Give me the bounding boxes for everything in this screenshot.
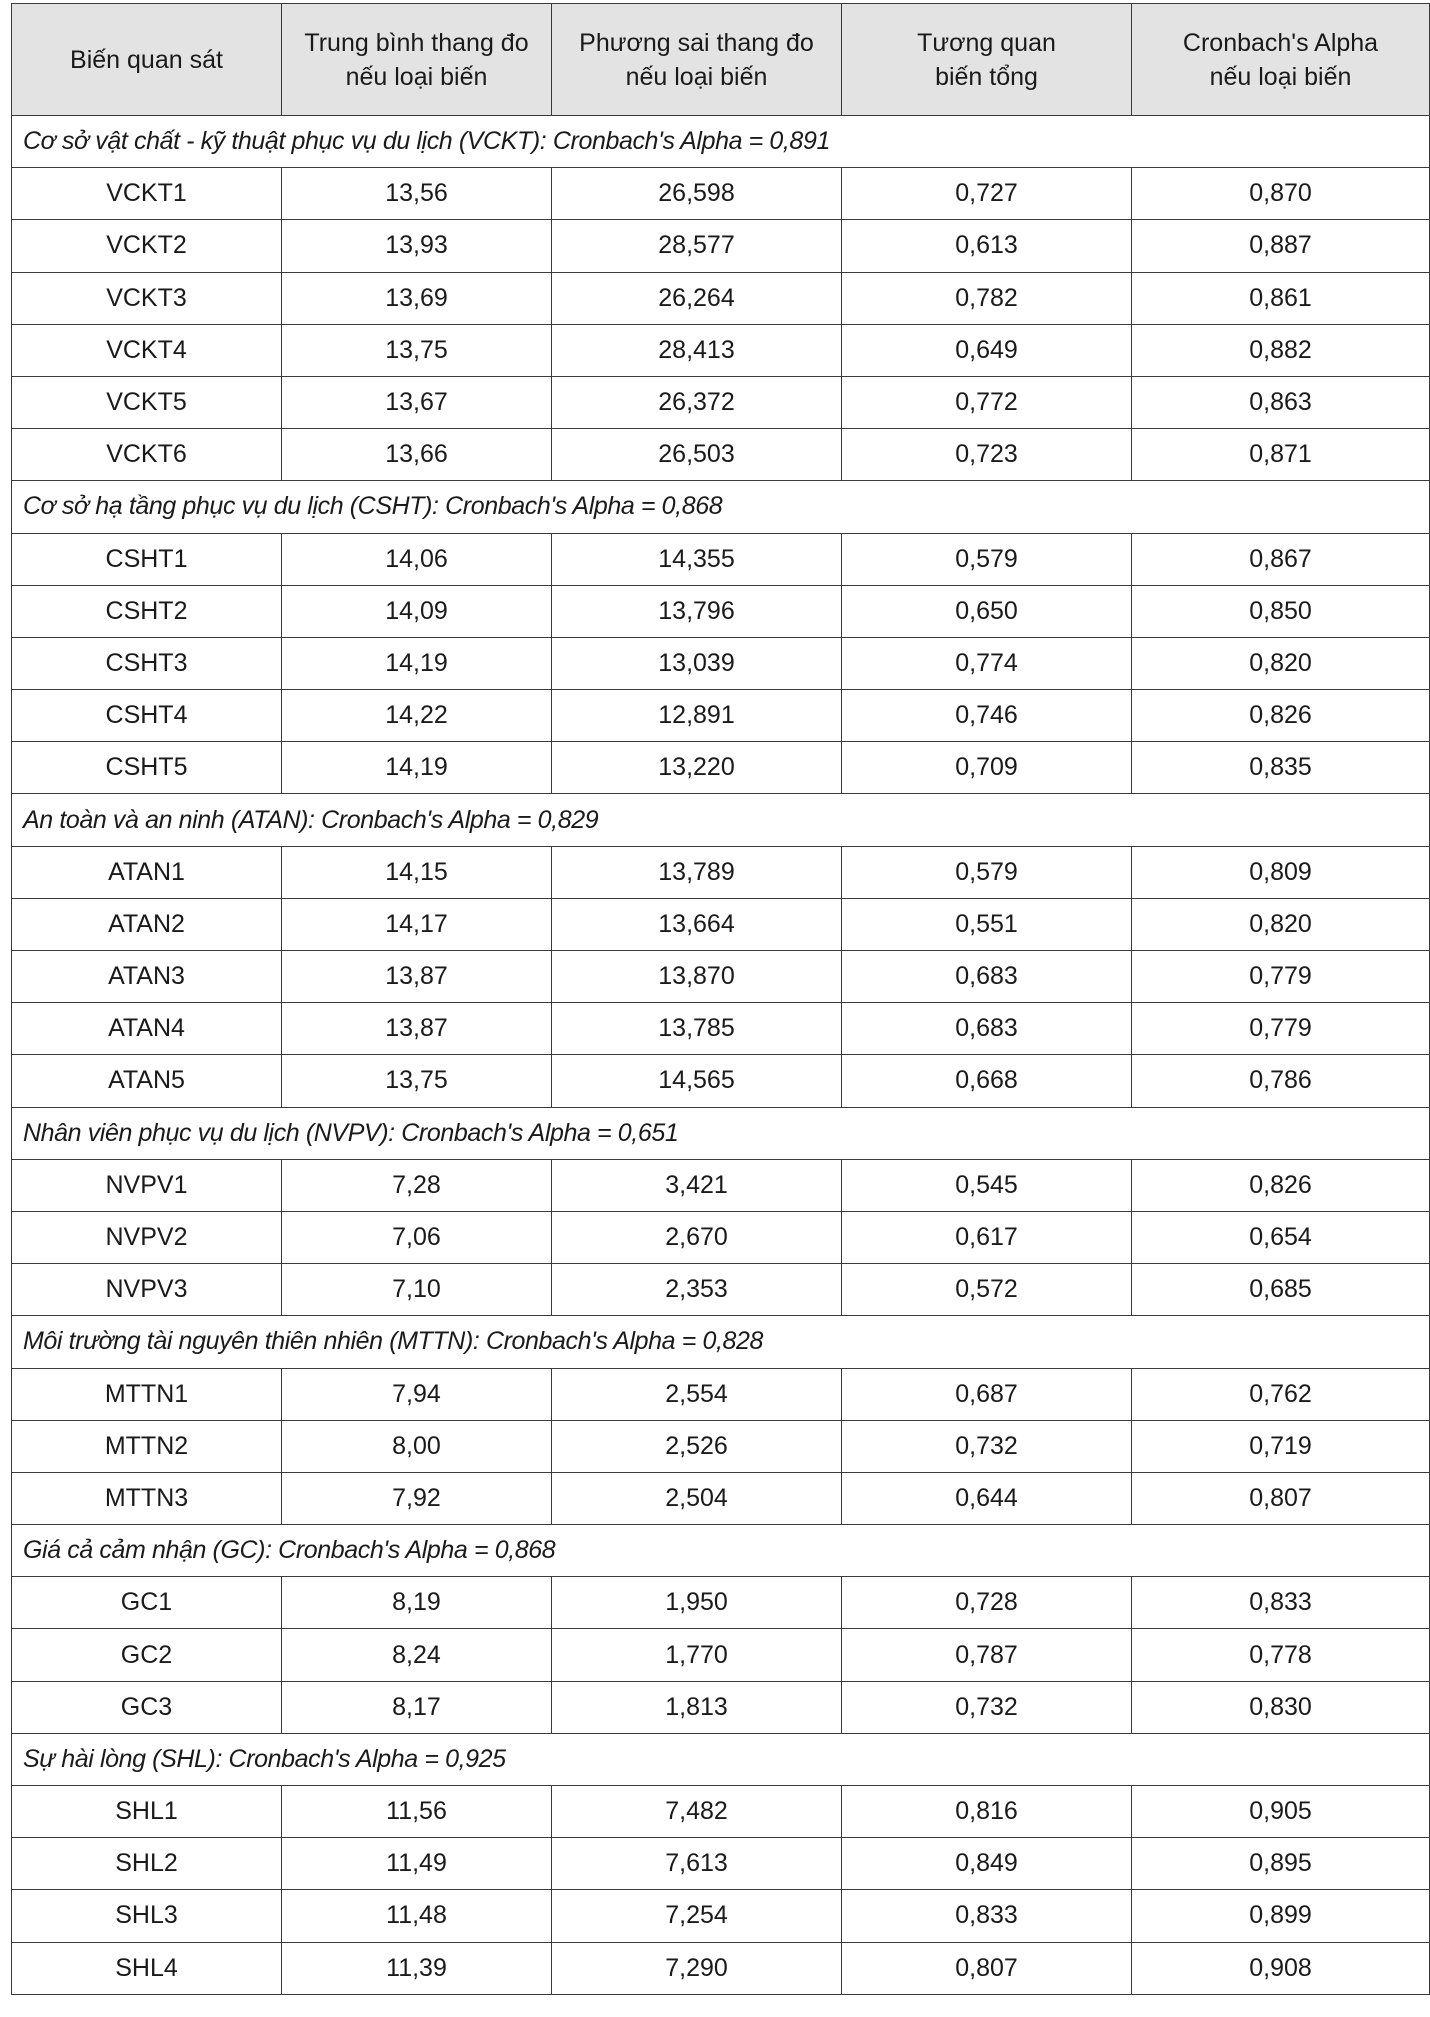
table-row [12,1264,1430,1316]
cell-variable: VCKT1 [12,168,282,220]
cell-variable: ATAN1 [12,846,282,898]
cell-scale-mean: 8,24 [282,1629,552,1681]
cell-item-total-corr: 0,668 [842,1055,1132,1107]
cell-scale-mean: 13,75 [282,1055,552,1107]
cell-scale-variance: 2,504 [552,1472,842,1524]
cell-item-total-corr: 0,833 [842,1890,1132,1942]
cell-scale-mean: 8,19 [282,1577,552,1629]
table-row [12,1890,1430,1942]
cell-scale-variance: 7,613 [552,1838,842,1890]
table-row [12,376,1430,428]
table-row [12,1420,1430,1472]
cell-scale-variance: 14,355 [552,533,842,585]
cell-variable: CSHT4 [12,690,282,742]
cell-variable: CSHT1 [12,533,282,585]
cell-alpha-if-deleted: 0,778 [1132,1629,1430,1681]
cell-scale-variance: 1,950 [552,1577,842,1629]
table-row [12,1629,1430,1681]
cell-variable: NVPV3 [12,1264,282,1316]
group-title: Giá cả cảm nhận (GC): Cronbach's Alpha = 0,868 [12,1525,1430,1577]
table-row [12,1211,1430,1263]
cell-alpha-if-deleted: 0,654 [1132,1211,1430,1263]
cell-item-total-corr: 0,816 [842,1786,1132,1838]
table-row [12,585,1430,637]
cell-scale-mean: 11,39 [282,1942,552,1994]
cell-scale-mean: 8,17 [282,1681,552,1733]
cell-scale-mean: 7,28 [282,1159,552,1211]
cell-variable: VCKT3 [12,272,282,324]
cell-variable: MTTN1 [12,1368,282,1420]
cell-item-total-corr: 0,644 [842,1472,1132,1524]
table-row [12,898,1430,950]
header-alpha-if-deleted: Cronbach's Alpha nếu loại biến [1132,4,1430,116]
cell-scale-mean: 14,09 [282,585,552,637]
cell-item-total-corr: 0,649 [842,324,1132,376]
table-row [12,1159,1430,1211]
group-title: An toàn và an ninh (ATAN): Cronbach's Alpha = 0,829 [12,794,1430,846]
cell-alpha-if-deleted: 0,719 [1132,1420,1430,1472]
cell-alpha-if-deleted: 0,871 [1132,429,1430,481]
cell-item-total-corr: 0,545 [842,1159,1132,1211]
table-row [12,220,1430,272]
cell-item-total-corr: 0,709 [842,742,1132,794]
cell-alpha-if-deleted: 0,882 [1132,324,1430,376]
cell-item-total-corr: 0,687 [842,1368,1132,1420]
cell-alpha-if-deleted: 0,905 [1132,1786,1430,1838]
cell-item-total-corr: 0,579 [842,846,1132,898]
table-row [12,1786,1430,1838]
cell-variable: SHL2 [12,1838,282,1890]
cell-variable: CSHT2 [12,585,282,637]
cell-item-total-corr: 0,732 [842,1681,1132,1733]
cell-alpha-if-deleted: 0,833 [1132,1577,1430,1629]
cell-scale-variance: 1,813 [552,1681,842,1733]
group-header-row [12,1733,1430,1785]
cell-scale-mean: 14,19 [282,637,552,689]
cell-variable: NVPV2 [12,1211,282,1263]
cell-alpha-if-deleted: 0,870 [1132,168,1430,220]
cell-scale-mean: 11,56 [282,1786,552,1838]
cell-alpha-if-deleted: 0,820 [1132,637,1430,689]
header-item-total-correlation: Tương quan biến tổng [842,4,1132,116]
cell-scale-mean: 14,19 [282,742,552,794]
cell-variable: ATAN3 [12,951,282,1003]
group-header-row [12,1525,1430,1577]
cell-item-total-corr: 0,617 [842,1211,1132,1263]
cell-scale-mean: 13,87 [282,1003,552,1055]
cell-scale-mean: 11,49 [282,1838,552,1890]
cell-scale-mean: 14,15 [282,846,552,898]
table-row [12,1942,1430,1994]
cell-variable: VCKT2 [12,220,282,272]
cell-alpha-if-deleted: 0,826 [1132,1159,1430,1211]
cell-variable: MTTN3 [12,1472,282,1524]
cell-scale-variance: 13,664 [552,898,842,950]
cell-variable: GC2 [12,1629,282,1681]
cell-scale-mean: 13,93 [282,220,552,272]
table-row [12,846,1430,898]
cell-scale-variance: 26,503 [552,429,842,481]
cell-scale-variance: 26,598 [552,168,842,220]
cell-scale-mean: 7,10 [282,1264,552,1316]
cell-alpha-if-deleted: 0,685 [1132,1264,1430,1316]
cell-variable: VCKT4 [12,324,282,376]
group-header-row [12,481,1430,533]
cell-variable: VCKT6 [12,429,282,481]
cell-item-total-corr: 0,683 [842,1003,1132,1055]
group-header-row [12,116,1430,168]
cell-item-total-corr: 0,782 [842,272,1132,324]
cell-variable: MTTN2 [12,1420,282,1472]
cell-item-total-corr: 0,572 [842,1264,1132,1316]
table-row [12,1577,1430,1629]
cell-alpha-if-deleted: 0,762 [1132,1368,1430,1420]
cell-scale-variance: 7,482 [552,1786,842,1838]
cell-scale-variance: 14,565 [552,1055,842,1107]
cell-scale-mean: 13,67 [282,376,552,428]
cell-variable: ATAN4 [12,1003,282,1055]
cell-item-total-corr: 0,746 [842,690,1132,742]
cell-alpha-if-deleted: 0,887 [1132,220,1430,272]
cell-item-total-corr: 0,732 [842,1420,1132,1472]
group-title: Nhân viên phục vụ du lịch (NVPV): Cronbach's Alpha = 0,651 [12,1107,1430,1159]
cell-scale-variance: 3,421 [552,1159,842,1211]
cell-scale-variance: 2,670 [552,1211,842,1263]
cell-scale-mean: 13,66 [282,429,552,481]
table-row [12,272,1430,324]
group-title: Cơ sở vật chất - kỹ thuật phục vụ du lịch (VCKT): Cronbach's Alpha = 0,891 [12,116,1430,168]
cell-scale-variance: 7,254 [552,1890,842,1942]
table-row [12,637,1430,689]
cell-scale-mean: 11,48 [282,1890,552,1942]
cell-alpha-if-deleted: 0,807 [1132,1472,1430,1524]
cell-alpha-if-deleted: 0,779 [1132,1003,1430,1055]
header-row [12,4,1430,116]
cell-alpha-if-deleted: 0,861 [1132,272,1430,324]
table-row [12,533,1430,585]
cell-variable: VCKT5 [12,376,282,428]
cell-variable: ATAN2 [12,898,282,950]
cell-item-total-corr: 0,551 [842,898,1132,950]
cell-scale-variance: 28,577 [552,220,842,272]
cell-scale-variance: 26,264 [552,272,842,324]
cell-scale-mean: 13,87 [282,951,552,1003]
cell-item-total-corr: 0,723 [842,429,1132,481]
cell-scale-mean: 13,56 [282,168,552,220]
cell-scale-variance: 13,785 [552,1003,842,1055]
table-header [12,4,1430,116]
cell-variable: SHL1 [12,1786,282,1838]
cell-scale-variance: 2,554 [552,1368,842,1420]
cell-variable: CSHT5 [12,742,282,794]
cell-item-total-corr: 0,650 [842,585,1132,637]
table-row [12,951,1430,1003]
table-body [12,116,1430,1995]
group-header-row [12,1107,1430,1159]
cell-scale-variance: 12,891 [552,690,842,742]
header-scale-variance-if-deleted: Phương sai thang đo nếu loại biến [552,4,842,116]
cell-alpha-if-deleted: 0,786 [1132,1055,1430,1107]
table-row [12,1368,1430,1420]
cell-scale-variance: 28,413 [552,324,842,376]
cell-alpha-if-deleted: 0,779 [1132,951,1430,1003]
cell-scale-variance: 13,796 [552,585,842,637]
table-row [12,168,1430,220]
table-row [12,742,1430,794]
group-title: Sự hài lòng (SHL): Cronbach's Alpha = 0,925 [12,1733,1430,1785]
cell-alpha-if-deleted: 0,826 [1132,690,1430,742]
group-header-row [12,794,1430,846]
group-title: Cơ sở hạ tầng phục vụ du lịch (CSHT): Cronbach's Alpha = 0,868 [12,481,1430,533]
cell-variable: NVPV1 [12,1159,282,1211]
table-row [12,1838,1430,1890]
cell-item-total-corr: 0,727 [842,168,1132,220]
cell-alpha-if-deleted: 0,908 [1132,1942,1430,1994]
cell-scale-variance: 13,039 [552,637,842,689]
cell-scale-mean: 13,69 [282,272,552,324]
cell-scale-mean: 8,00 [282,1420,552,1472]
cell-item-total-corr: 0,849 [842,1838,1132,1890]
cell-scale-variance: 26,372 [552,376,842,428]
cell-item-total-corr: 0,787 [842,1629,1132,1681]
cell-variable: GC1 [12,1577,282,1629]
cell-scale-mean: 7,94 [282,1368,552,1420]
table-row [12,1681,1430,1733]
cell-scale-mean: 14,06 [282,533,552,585]
cell-scale-mean: 7,06 [282,1211,552,1263]
cell-item-total-corr: 0,774 [842,637,1132,689]
header-scale-mean-if-deleted: Trung bình thang đo nếu loại biến [282,4,552,116]
cell-item-total-corr: 0,579 [842,533,1132,585]
cell-scale-variance: 13,789 [552,846,842,898]
table-row [12,690,1430,742]
group-title: Môi trường tài nguyên thiên nhiên (MTTN): Cronbach's Alpha = 0,828 [12,1316,1430,1368]
cell-scale-variance: 2,526 [552,1420,842,1472]
cell-item-total-corr: 0,772 [842,376,1132,428]
cell-alpha-if-deleted: 0,899 [1132,1890,1430,1942]
cell-item-total-corr: 0,613 [842,220,1132,272]
cell-scale-mean: 7,92 [282,1472,552,1524]
cell-alpha-if-deleted: 0,850 [1132,585,1430,637]
cell-alpha-if-deleted: 0,863 [1132,376,1430,428]
cell-alpha-if-deleted: 0,830 [1132,1681,1430,1733]
cell-alpha-if-deleted: 0,867 [1132,533,1430,585]
cell-variable: ATAN5 [12,1055,282,1107]
cell-variable: SHL3 [12,1890,282,1942]
cell-scale-variance: 13,870 [552,951,842,1003]
cell-item-total-corr: 0,728 [842,1577,1132,1629]
cell-variable: CSHT3 [12,637,282,689]
cell-variable: GC3 [12,1681,282,1733]
cell-item-total-corr: 0,683 [842,951,1132,1003]
table-row [12,1003,1430,1055]
table-row [12,429,1430,481]
reliability-table [11,3,1430,1995]
cell-variable: SHL4 [12,1942,282,1994]
cell-scale-variance: 13,220 [552,742,842,794]
cell-scale-mean: 13,75 [282,324,552,376]
cell-alpha-if-deleted: 0,835 [1132,742,1430,794]
cell-item-total-corr: 0,807 [842,1942,1132,1994]
cell-scale-variance: 2,353 [552,1264,842,1316]
cell-scale-variance: 7,290 [552,1942,842,1994]
group-header-row [12,1316,1430,1368]
header-observed-variable: Biến quan sát [12,4,282,116]
table-row [12,1472,1430,1524]
cell-alpha-if-deleted: 0,809 [1132,846,1430,898]
cell-alpha-if-deleted: 0,895 [1132,1838,1430,1890]
table-row [12,324,1430,376]
cell-scale-mean: 14,22 [282,690,552,742]
cell-alpha-if-deleted: 0,820 [1132,898,1430,950]
cell-scale-variance: 1,770 [552,1629,842,1681]
cell-scale-mean: 14,17 [282,898,552,950]
table-row [12,1055,1430,1107]
